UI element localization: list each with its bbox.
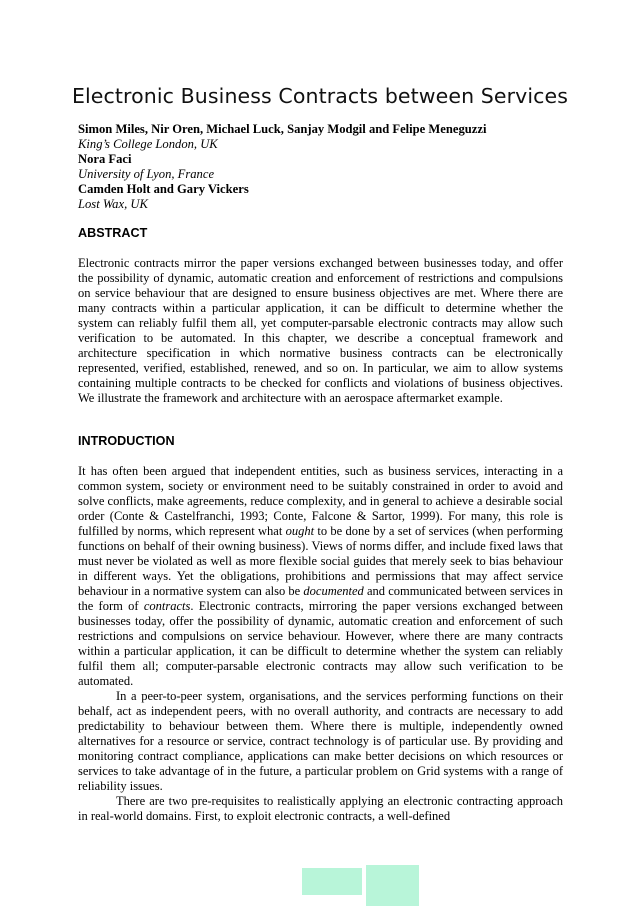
introduction-paragraph-2: In a peer-to-peer system, organisations, and the services performing functions on their behalf, act as independent peers, with no overall authority, and contracts are necessary to add predictability to behaviour between them. Where there is multiple, independently owned alternatives for a resource or service, contract technology is of particular use. By providing and monitoring contract compliance, applications can make better decisions on which resources or services to take advantage of in the future, a particular problem on Grid systems with a range of reliability issues. xyxy=(78,689,563,793)
author-names: Camden Holt and Gary Vickers xyxy=(78,182,249,196)
introduction-heading: INTRODUCTION xyxy=(78,434,175,448)
author-affiliation: King’s College London, UK xyxy=(78,137,218,151)
abstract-heading: ABSTRACT xyxy=(78,226,148,240)
introduction-paragraph-1: It has often been argued that independent entities, such as business services, interacting in a common system, society or environment need to be suitably constrained in order to avoid and solve conflicts, make agreements, reduce complexity, and in general to achieve a desirable social order (Conte & Castelfranchi, 1993; Conte, Falcone & Sartor, 1999). For many, this role is fulfilled by norms, which represent what ought to be done by a set of services (when performing functions on behalf of their owning business). Views of norms differ, and include fixed laws that must never be violated as well as more flexible social guides that merely seek to bias behaviour in different ways. Yet the obligations, prohibitions and permissions that may affect service behaviour in a normative system can also be documented and communicated between services in the form of contracts. Electronic contracts, mirroring the paper versions exchanged between businesses today, offer the possibility of dynamic, automatic creation and enforcement of such restrictions and compulsions on service behaviour. However, where there are many contracts within a particular application, it can be difficult to determine whether the system can reliably fulfil them all; computer-parsable electronic contracts may allow such verification to be automated. xyxy=(78,464,564,688)
page-nav-previous-button[interactable] xyxy=(302,868,362,895)
author-names: Simon Miles, Nir Oren, Michael Luck, Sanjay Modgil and Felipe Meneguzzi xyxy=(78,122,487,136)
introduction-body xyxy=(78,464,563,824)
author-block xyxy=(78,122,568,212)
introduction-paragraph-3: There are two pre-requisites to realistically applying an electronic contracting approach in real-world domains. First, to exploit electronic contracts, a well-defined xyxy=(78,794,563,823)
paper-title: Electronic Business Contracts between Services xyxy=(71,84,569,108)
abstract-paragraph: Electronic contracts mirror the paper versions exchanged between businesses today, and offer the possibility of dynamic, automatic creation and enforcement of restrictions and compulsions on service behaviour that are designed to ensure business objectives are met. Where there are many contracts within a particular application, it can be difficult to determine whether the system can reliably fulfil them all, yet computer-parsable electronic contracts may allow such verification to be automated. In this chapter, we describe a conceptual framework and architecture specification in which normative business contracts can be electronically represented, verified, established, renewed, and so on. In particular, we aim to allow systems containing multiple contracts to be checked for conflicts and violations of business objectives. We illustrate the framework and architecture with an aerospace aftermarket example. xyxy=(78,256,563,405)
author-affiliation: Lost Wax, UK xyxy=(78,197,148,211)
abstract-body xyxy=(78,256,563,406)
page-nav-next-button[interactable] xyxy=(366,865,419,906)
author-affiliation: University of Lyon, France xyxy=(78,167,215,181)
author-names: Nora Faci xyxy=(78,152,132,166)
